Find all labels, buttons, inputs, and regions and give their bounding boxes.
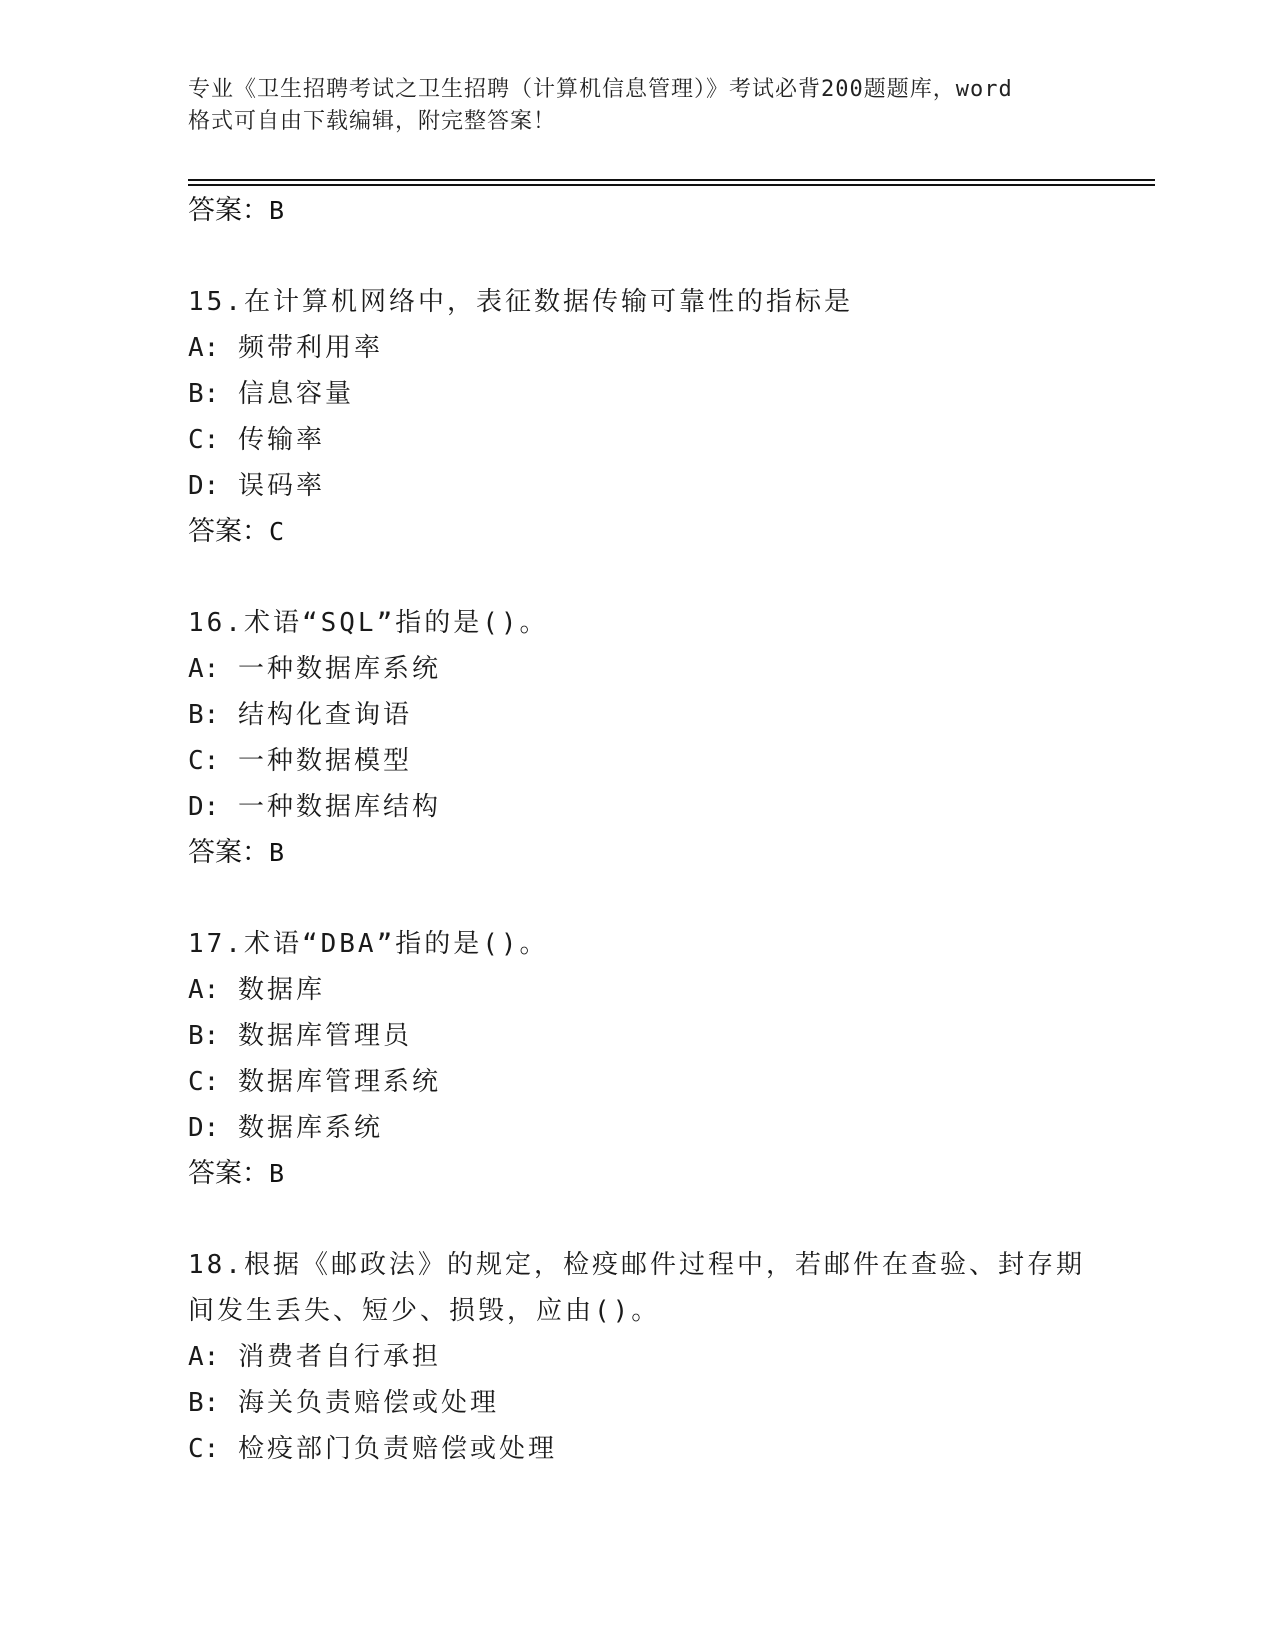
header-line-1: 专业《卫生招聘考试之卫生招聘（计算机信息管理）》考试必背200题题库，word (188, 77, 1013, 102)
question-text: 17.术语“DBA”指的是()。 (188, 929, 549, 959)
option-text: 信息容量 (237, 379, 354, 409)
option-c (188, 1059, 1108, 1105)
question-stem (188, 1242, 1108, 1334)
document-header (188, 74, 1088, 138)
option-text: 传输率 (237, 425, 325, 455)
header-line-2: 格式可自由下载编辑，附完整答案！ (188, 109, 557, 134)
option-key: A: (188, 654, 220, 684)
spacer (188, 555, 1108, 600)
option-a (188, 325, 1108, 371)
option-d (188, 1105, 1108, 1151)
option-text: 数据库 (237, 975, 325, 1005)
option-key: B: (188, 700, 220, 730)
spacer (188, 1197, 1108, 1242)
option-text: 一种数据库结构 (237, 792, 441, 822)
option-a (188, 646, 1108, 692)
answer-label: 答案： (188, 837, 269, 868)
question-list (188, 188, 1108, 1472)
answer-value: B (269, 196, 285, 225)
answer-value: B (269, 838, 285, 867)
option-text: 一种数据模型 (237, 746, 412, 776)
option-key: A: (188, 1342, 220, 1372)
option-a (188, 967, 1108, 1013)
option-a (188, 1334, 1108, 1380)
question-text-line-1: 18.根据《邮政法》的规定，检疫邮件过程中，若邮件在查验、封存期 (188, 1250, 1085, 1280)
question-text: 15.在计算机网络中，表征数据传输可靠性的指标是 (188, 287, 853, 317)
option-c (188, 1426, 1108, 1472)
answer-line (188, 830, 1108, 876)
option-text: 频带利用率 (237, 333, 383, 363)
question-block (188, 279, 1108, 555)
answer-label: 答案： (188, 516, 269, 547)
option-b (188, 1013, 1108, 1059)
option-text: 海关负责赔偿或处理 (237, 1388, 499, 1418)
question-text-line-2: 间发生丢失、短少、损毁，应由()。 (188, 1296, 661, 1326)
answer-value: C (269, 517, 285, 546)
option-text: 数据库管理系统 (237, 1067, 441, 1097)
question-stem (188, 600, 1108, 646)
answer-line (188, 188, 1108, 234)
question-block (188, 1242, 1108, 1472)
answer-line (188, 509, 1108, 555)
option-key: D: (188, 471, 220, 501)
option-key: D: (188, 1113, 220, 1143)
spacer (188, 876, 1108, 921)
spacer (188, 234, 1108, 279)
answer-label: 答案： (188, 195, 269, 226)
option-c (188, 417, 1108, 463)
header-divider-bottom (188, 184, 1155, 186)
question-block (188, 921, 1108, 1197)
answer-value: B (269, 1159, 285, 1188)
question-text: 16.术语“SQL”指的是()。 (188, 608, 549, 638)
option-key: B: (188, 379, 220, 409)
answer-line (188, 1151, 1108, 1197)
option-d (188, 463, 1108, 509)
option-key: B: (188, 1021, 220, 1051)
option-key: D: (188, 792, 220, 822)
option-text: 结构化查询语 (237, 700, 412, 730)
option-text: 一种数据库系统 (237, 654, 441, 684)
option-text: 数据库管理员 (237, 1021, 412, 1051)
option-key: A: (188, 975, 220, 1005)
option-text: 误码率 (237, 471, 325, 501)
option-text: 数据库系统 (237, 1113, 383, 1143)
option-key: B: (188, 1388, 220, 1418)
option-b (188, 692, 1108, 738)
option-d (188, 784, 1108, 830)
option-b (188, 371, 1108, 417)
question-stem (188, 921, 1108, 967)
option-key: C: (188, 1067, 220, 1097)
option-text: 检疫部门负责赔偿或处理 (237, 1434, 557, 1464)
option-key: C: (188, 425, 220, 455)
question-stem (188, 279, 1108, 325)
answer-label: 答案： (188, 1158, 269, 1189)
option-c (188, 738, 1108, 784)
option-key: C: (188, 746, 220, 776)
option-key: C: (188, 1434, 220, 1464)
option-b (188, 1380, 1108, 1426)
header-divider-top (188, 179, 1155, 181)
option-key: A: (188, 333, 220, 363)
option-text: 消费者自行承担 (237, 1342, 441, 1372)
question-block (188, 600, 1108, 876)
